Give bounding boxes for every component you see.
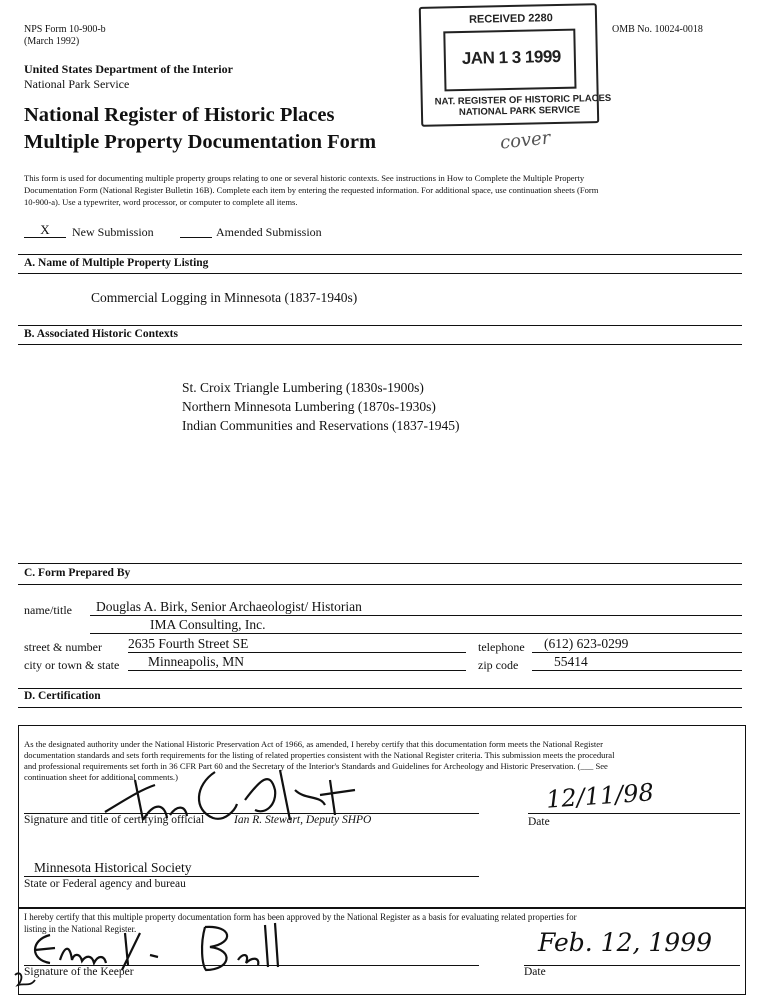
organization-value: IMA Consulting, Inc.: [150, 617, 266, 632]
official-signature-label: Signature and title of certifying official: [24, 814, 205, 826]
official-name: Ian R. Stewart, Deputy SHPO: [234, 814, 372, 826]
section-d-bottom-rule: [18, 707, 742, 708]
page-title: National Register of Historic Places: [24, 104, 335, 126]
agency-value: Minnesota Historical Society: [34, 860, 192, 875]
new-submission-label: New Submission: [72, 225, 154, 239]
stamp-line2: NATIONAL PARK SERVICE: [458, 104, 581, 119]
listing-name[interactable]: Commercial Logging in Minnesota (1837-1940s): [91, 290, 358, 305]
street-label: street & number: [24, 640, 102, 654]
omb-number: OMB No. 10024-0018: [612, 24, 703, 35]
received-stamp: [419, 3, 612, 127]
cert-line3: and professional requirements set forth in 36 CFR Part 60 and the Secretary of the Interior's Standards and Guidelines for Archeology and Historic Preservation. (___ See: [24, 761, 608, 771]
form-number: NPS Form 10-900-b: [24, 24, 106, 35]
zip-field[interactable]: [532, 654, 742, 671]
organization-field[interactable]: [90, 617, 742, 634]
city-value: Minneapolis, MN: [148, 654, 244, 669]
street-field[interactable]: [128, 636, 466, 653]
keeper-date-line[interactable]: [524, 964, 740, 966]
amended-submission-checkbox[interactable]: [180, 222, 212, 238]
keeper-date-value: Feb. 12, 1999: [538, 928, 712, 957]
city-label: city or town & state: [24, 658, 120, 672]
section-a-top-rule: [18, 254, 742, 255]
department-name: United States Department of the Interior: [24, 62, 233, 76]
telephone-field[interactable]: [532, 636, 742, 653]
service-name: National Park Service: [24, 77, 130, 91]
stamp-line1: NAT. REGISTER OF HISTORIC PLACES: [434, 92, 612, 108]
name-title-value: Douglas A. Birk, Senior Archaeologist/ Historian: [96, 599, 362, 614]
keeper-text-line2: listing in the National Register.: [24, 924, 137, 934]
official-date-label: Date: [528, 816, 550, 828]
telephone-label: telephone: [478, 640, 525, 654]
agency-label: State or Federal agency and bureau: [24, 878, 186, 890]
section-c-top-rule: [18, 563, 742, 564]
keeper-signature: [10, 915, 320, 995]
name-title-field[interactable]: [90, 599, 742, 616]
keeper-date-label: Date: [524, 966, 546, 978]
keeper-text-line1: I hereby certify that this multiple property documentation form has been approved by the National Register as a basis for evaluating related properties for: [24, 912, 577, 922]
stamp-date: JAN 1 3 1999: [461, 46, 561, 68]
section-d-top-rule: [18, 688, 742, 689]
city-field[interactable]: [128, 654, 466, 671]
zip-label: zip code: [478, 658, 519, 672]
intro-line2: Documentation Form (National Register Bulletin 16B). Complete each item by entering the requested information. For additional space, use continuation sheets (Form: [24, 185, 599, 195]
section-c-bottom-rule: [18, 584, 742, 585]
context-item[interactable]: St. Croix Triangle Lumbering (1830s-1900s): [182, 380, 424, 395]
telephone-value: (612) 623-0299: [544, 636, 629, 651]
section-c-heading: C. Form Prepared By: [24, 567, 131, 579]
section-b-top-rule: [18, 325, 742, 326]
official-date-value: 12/11/98: [545, 778, 655, 814]
street-value: 2635 Fourth Street SE: [128, 636, 249, 651]
name-title-label: name/title: [24, 603, 72, 617]
section-a-heading: A. Name of Multiple Property Listing: [24, 257, 209, 269]
section-d-heading: D. Certification: [24, 690, 101, 702]
cert-line2: documentation standards and sets forth requirements for the listing of related properties consistent with the National Register criteria. This submission meets the procedural: [24, 750, 615, 760]
stamp-date-box: [443, 29, 576, 92]
cert-line1: As the designated authority under the National Historic Preservation Act of 1966, as amended, I hereby certify that this documentation form meets the National Register: [24, 739, 603, 749]
context-item[interactable]: Indian Communities and Reservations (1837-1945): [182, 418, 460, 433]
intro-line3: 10-900-a). Use a typewriter, word processor, or computer to complete all items.: [24, 197, 298, 207]
amended-submission-label: Amended Submission: [216, 225, 322, 239]
stamp-received: RECEIVED 2280: [468, 12, 553, 26]
section-a-bottom-rule: [18, 273, 742, 274]
cert-line4: continuation sheet for additional comments.): [24, 772, 178, 782]
handwritten-note: cover: [499, 127, 552, 154]
zip-value: 55414: [554, 654, 588, 669]
new-submission-checkbox[interactable]: X: [24, 222, 66, 238]
form-date: (March 1992): [24, 36, 80, 47]
page-subtitle: Multiple Property Documentation Form: [24, 131, 377, 153]
intro-line1: This form is used for documenting multiple property groups relating to one or several historic contexts. See instructions in How to Complete the Multiple Property: [24, 173, 585, 183]
keeper-signature-label: Signature of the Keeper: [24, 966, 134, 978]
agency-field[interactable]: [24, 860, 479, 877]
section-b-heading: B. Associated Historic Contexts: [24, 328, 178, 340]
section-b-bottom-rule: [18, 344, 742, 345]
context-item[interactable]: Northern Minnesota Lumbering (1870s-1930s): [182, 399, 436, 414]
